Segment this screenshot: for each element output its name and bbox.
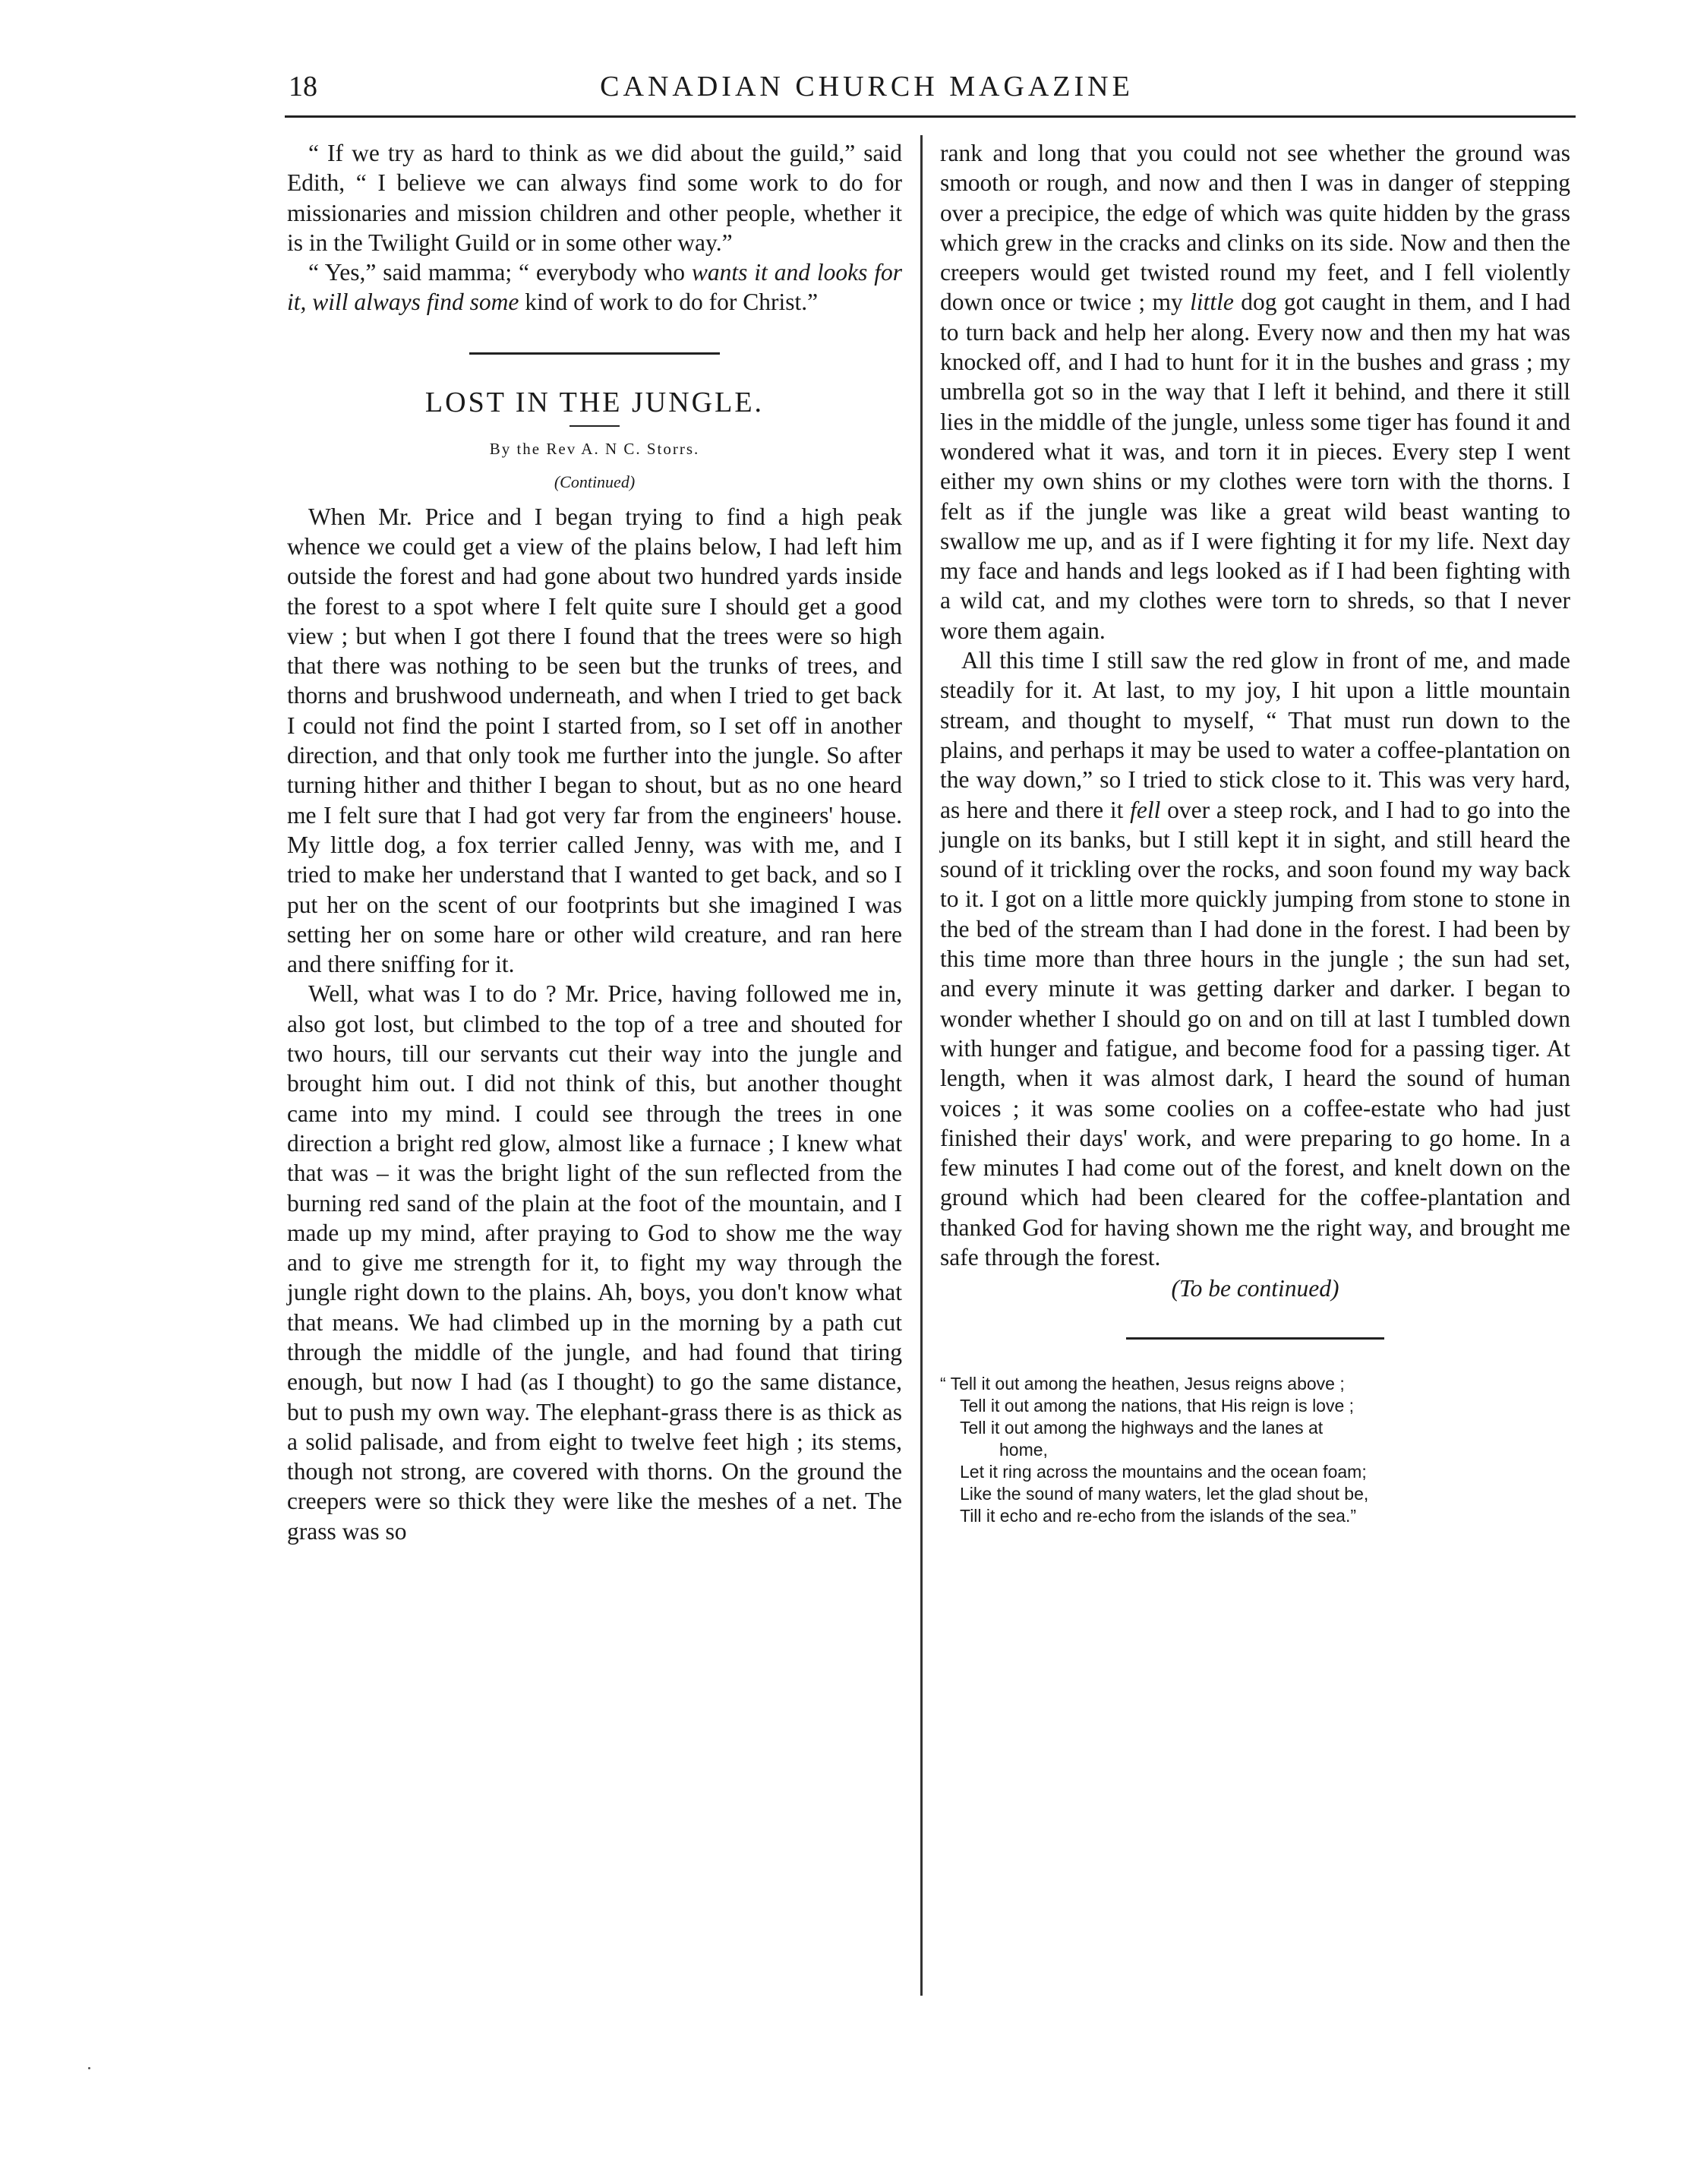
paragraph-red-glow-italic: fell [1130,796,1161,823]
print-speck [88,2067,90,2069]
poem-line: Tell it out among the nations, that His reign is love ; [960,1395,1355,1415]
paragraph-red-glow [940,645,1570,1272]
poem-line: Let it ring across the mountains and the ocean foam; [960,1461,1367,1482]
paragraph-rank-grass [940,138,1570,645]
poem-line: Like the sound of many waters, let the glad shout be, [960,1483,1369,1504]
paragraph-mamma-italic: wants it and looks for it, will always find some [287,259,902,316]
paragraph-mamma-end: kind of work to do for Christ.” [519,289,819,316]
poem-line: Till it echo and re-echo from the islands of the sea.” [960,1505,1357,1526]
continued-note: (Continued) [554,472,636,492]
paragraph-guild: “ If we try as hard to think as we did about the guild,” said Edith, “ I believe we can always find some work to do for missionaries and mission children and other people, whether it is in the Twilight Guild or in some other way.” [287,140,902,256]
paragraph-mamma [287,257,902,317]
paragraph-rank-grass-italic: little [1190,289,1234,316]
paragraph-mamma-start: “ Yes,” said mamma; “ everybody who [308,259,692,286]
to-be-continued: (To be continued) [1171,1275,1339,1302]
paragraph-red-glow-end: over a steep rock, and I had to go into the jungle on its banks, but I still kept it in sight, and still heard the sound of it trickling over the rocks, and soon found my way back to it. I got on a little more quickly jumping from stone to stone in the bed of the stream than I had done in the forest. I had been by this time more than three hours in the jungle ; the sun had set, and every minute it was getting darker and darker. I began to wonder whether I should go on and on till at last I tumbled down with hunger and fatigue, and become food for a passing tiger. At length, when it was almost dark, I heard the sound of human voices ; it was some coolies on a coffee-estate who had just finished their days' work, and were preparing to go home. In a few minutes I had come out of the forest, and knelt down on the ground which had been cleared for the coffee-plantation and thanked God for having shown me the right way, and brought me safe through the forest. [940,796,1570,1270]
column-divider [920,135,923,1996]
article-byline: By the Rev A. N C. Storrs. [489,440,700,459]
page-number: 18 [289,71,317,103]
poem-line: home, [999,1439,1048,1460]
paragraph-rank-grass-end: dog got caught in them, and I had to turn back and help her along. Every now and then my hat was knocked off, and I had to hunt for it in the bushes and grass ; my umbrella got so in the way that I left it behind, and there it still lies in the middle of the jungle, unless some tiger has found it and wondered what it was, and torn it in pieces. Every step I went either my own shins or my clothes were torn with the thorns. I felt as if the jungle was like a great wild beast wanting to swallow me up, and as if I were fighting it for my life. Next day my face and hands and legs looked as if I had been fighting with a wild cat, and my clothes were torn to shreds, so that I never wore them again. [940,289,1571,644]
poem-line: “ Tell it out among the heathen, Jesus reigns above ; [940,1373,1345,1393]
paragraph-red-glow-start: All this time I still saw the red glow in front of me, and made steadily for it. At last, to my joy, I hit upon a little mountain stream, and thought to myself, “ That must run down to the plains, and perhaps it may be used to water a coffee-plantation on the way down,” so I tried to stick close to it. This was very hard, as here and there it [940,647,1570,823]
right-column [940,138,1570,1527]
paragraph-what-to-do: Well, what was I to do ? Mr. Price, having followed me in, also got lost, but climbed to the top of a tree and shouted for two hours, till our servants cut their way into the jungle and brought him out. I did not think of this, but another thought came into my mind. I could see through the trees in one direction a bright red glow, almost like a furnace ; I knew what that was – it was the bright light of the sun reflected from the burning red sand of the plain at the foot of the mountain, and I made up my mind, after praying to God to show me the way and to give me strength for it, to fight my way through the jungle right down to the plains. Ah, boys, you don't know what that means. We had climbed up in the morning by a path cut through the middle of the jungle, and had found that tiring enough, but now I had (as I thought) to go the same distance, but to push my own way. The elephant-grass there is as thick as a solid palisade, and from eight to twelve feet high ; its stems, though not strong, are covered with thorns. On the ground the creepers were so thick they were like the meshes of a net. The grass was so [287,980,902,1545]
poem-line: Tell it out among the highways and the lanes at [960,1417,1324,1438]
article-title: LOST IN THE JUNGLE. [424,386,765,418]
header-rule [285,115,1576,118]
section-separator [469,352,720,355]
left-column [287,138,902,1546]
paragraph-price: When Mr. Price and I began trying to find a high peak whence we could get a view of the plains below, I had left him outside the forest and had gone about two hundred yards inside the forest to a spot where I felt quite sure I should get a good view ; but when I got there I found that the trees were so high that there was nothing to be seen but the trunks of trees, and thorns and brushwood underneath, and when I tried to get back I could not find the point I started from, so I set off in another direction, and that only took me further into the jungle. So after turning hither and thither I began to shout, but as no one heard me I felt sure that I had got very far from the engineers' house. My little dog, a fox terrier called Jenny, was with me, and I tried to make her understand that I wanted to get back, and so I put her on the scent of our footprints but she imagined I was setting her on some hare or other wild creature, and ran here and there sniffing for it. [287,503,902,978]
poem [940,1373,1570,1527]
title-mini-rule [570,425,620,427]
paragraph-rank-grass-start: rank and long that you could not see whether the ground was smooth or rough, and now and then I was in danger of stepping over a precipice, the edge of which was quite hidden by the grass which grew in the cracks and clinks on its side. Now and then the creepers would get twisted round my feet, and I fell violently down once or twice ; my [940,140,1570,316]
running-head-title: CANADIAN CHURCH MAGAZINE [600,71,1134,103]
poem-separator [1126,1337,1384,1340]
